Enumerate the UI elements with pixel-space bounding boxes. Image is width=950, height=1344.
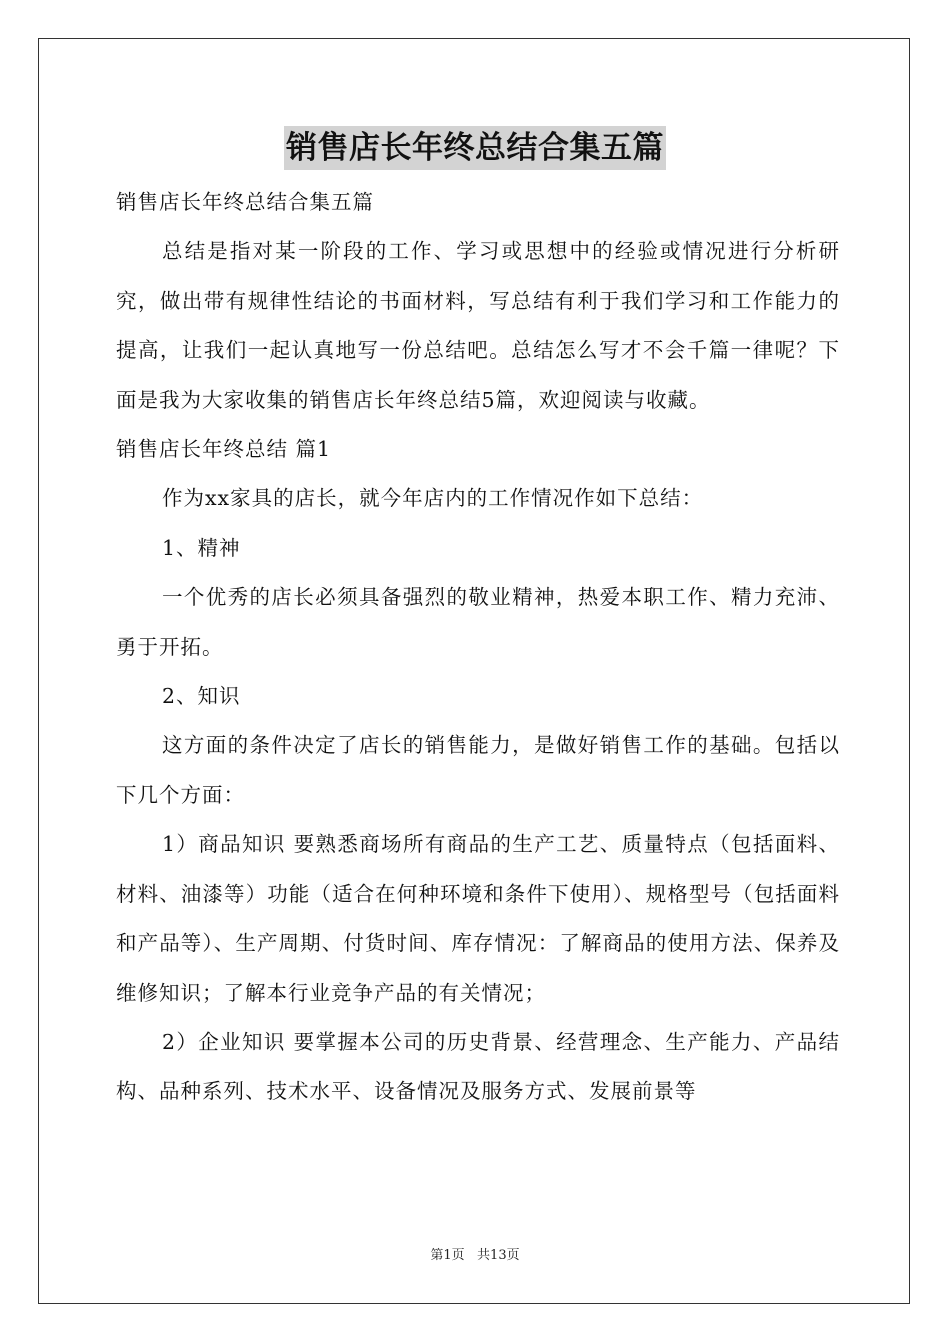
paragraph: 作为xx家具的店长，就今年店内的工作情况作如下总结： bbox=[162, 486, 704, 511]
paragraph: 销售店长年终总结 篇1 bbox=[116, 437, 332, 462]
page-number: 第1页 共13页 bbox=[430, 1248, 520, 1263]
paragraph: 2）企业知识 要掌握本公司的历史背景、经营理念、生产能力、产品结构、品种系列、技术水平、设备情况及服务方式、发展前景等 bbox=[116, 1029, 840, 1104]
paragraph: 总结是指对某一阶段的工作、学习或思想中的经验或情况进行分析研究，做出带有规律性结论的书面材料，写总结有利于我们学习和工作能力的提高，让我们一起认真地写一份总结吧。总结怎么写才不会千篇一律呢？下面是我为大家收集的销售店长年终总结5篇，欢迎阅读与收藏。 bbox=[116, 239, 840, 412]
document-body bbox=[116, 178, 840, 1117]
paragraph: 2、知识 bbox=[162, 684, 241, 709]
paragraph: 一个优秀的店长必须具备强烈的敬业精神，热爱本职工作、精力充沛、勇于开拓。 bbox=[116, 585, 840, 659]
document-title: 销售店长年终总结合集五篇 bbox=[284, 126, 666, 170]
paragraph: 1）商品知识 要熟悉商场所有商品的生产工艺、质量特点（包括面料、材料、油漆等）功能（适合在何种环境和条件下使用）、规格型号（包括面料和产品等）、生产周期、付货时间、库存情况：了解商品的使用方法、保养及维修知识；了解本行业竞争产品的有关情况； bbox=[116, 832, 840, 1005]
page-footer bbox=[0, 1247, 950, 1265]
paragraph: 这方面的条件决定了店长的销售能力，是做好销售工作的基础。包括以下几个方面： bbox=[116, 733, 840, 807]
title-container bbox=[0, 126, 950, 170]
paragraph: 1、精神 bbox=[162, 535, 241, 560]
paragraph: 销售店长年终总结合集五篇 bbox=[116, 190, 374, 214]
